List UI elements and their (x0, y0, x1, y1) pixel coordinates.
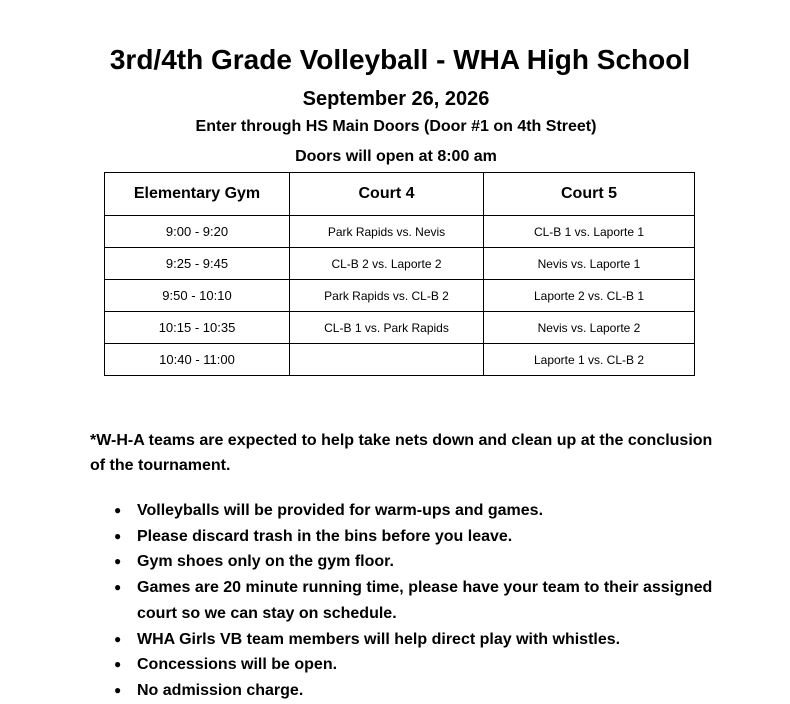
court-4-match-cell (290, 344, 484, 376)
bullet-icon: ● (114, 528, 122, 543)
court-5-match-cell: Laporte 2 vs. CL-B 1 (484, 280, 695, 312)
bullet-icon: ● (114, 580, 122, 595)
column-header-court-4: Court 4 (290, 173, 484, 216)
court-5-match-cell: CL-B 1 vs. Laporte 1 (484, 216, 695, 248)
column-header-court-5: Court 5 (484, 173, 695, 216)
list-item (114, 652, 727, 678)
time-slot-cell: 9:50 - 10:10 (105, 280, 290, 312)
table-row (105, 216, 695, 248)
rule-text: No admission charge. (137, 681, 304, 699)
court-5-match-cell: Nevis vs. Laporte 1 (484, 248, 695, 280)
column-header-elementary-gym: Elementary Gym (105, 173, 290, 216)
bullet-icon: ● (114, 631, 122, 646)
doors-open-info: Doors will open at 8:00 am (295, 148, 497, 165)
list-item (114, 549, 727, 575)
rules-list (114, 498, 727, 704)
rule-text: Please discard trash in the bins before you leave. (137, 527, 513, 545)
rule-text: Gym shoes only on the gym floor. (137, 553, 394, 571)
table-row (105, 312, 695, 344)
bullet-icon: ● (114, 503, 122, 517)
bullet-icon: ● (114, 682, 122, 697)
list-item (114, 498, 727, 524)
time-slot-cell: 10:15 - 10:35 (105, 312, 290, 344)
schedule-table (104, 172, 695, 376)
court-4-match-cell: CL-B 1 vs. Park Rapids (290, 312, 484, 344)
bullet-icon: ● (114, 554, 122, 569)
time-slot-cell: 9:25 - 9:45 (105, 248, 290, 280)
table-row (105, 280, 695, 312)
court-4-match-cell: Park Rapids vs. Nevis (290, 216, 484, 248)
table-row (105, 344, 695, 376)
rule-text: Games are 20 minute running time, please have your team to their assigned court so we can stay on schedule. (137, 579, 713, 622)
list-item (114, 575, 727, 626)
time-slot-cell: 10:40 - 11:00 (105, 344, 290, 376)
court-5-match-cell: Laporte 1 vs. CL-B 2 (484, 344, 695, 376)
cleanup-note: *W-H-A teams are expected to help take nets down and clean up at the conclusion of the tournament. (90, 432, 713, 474)
rule-text: Concessions will be open. (137, 656, 338, 674)
rule-text: WHA Girls VB team members will help direct play with whistles. (137, 630, 621, 648)
court-5-match-cell: Nevis vs. Laporte 2 (484, 312, 695, 344)
list-item (114, 678, 727, 704)
entrance-info: Enter through HS Main Doors (Door #1 on 4th Street) (195, 118, 597, 135)
time-slot-cell: 9:00 - 9:20 (105, 216, 290, 248)
table-header-row (105, 173, 695, 216)
court-4-match-cell: CL-B 2 vs. Laporte 2 (290, 248, 484, 280)
event-date: September 26, 2026 (302, 88, 490, 110)
table-row (105, 248, 695, 280)
list-item (114, 627, 727, 653)
court-4-match-cell: Park Rapids vs. CL-B 2 (290, 280, 484, 312)
rule-text: Volleyballs will be provided for warm-ups and games. (137, 502, 544, 519)
list-item (114, 524, 727, 550)
page-title: 3rd/4th Grade Volleyball - WHA High School (109, 44, 691, 75)
bullet-icon: ● (114, 657, 122, 672)
